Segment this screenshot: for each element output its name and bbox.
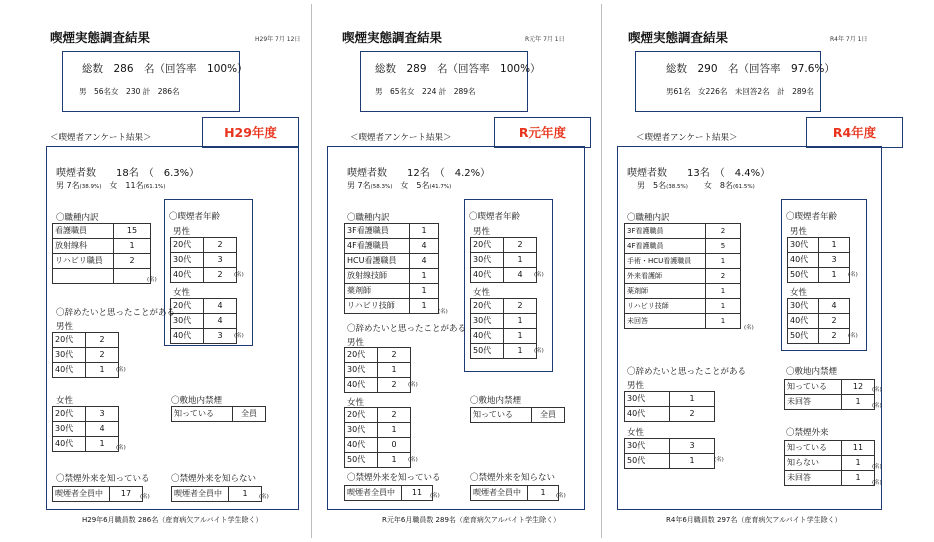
- total-count: 総数 290 名（回答率 97.6%）: [666, 63, 835, 75]
- smoker-age-label: 〇喫煙者年齢: [169, 212, 221, 222]
- table-row: リハビリ技師 1: [345, 299, 439, 314]
- staff-count-footer: R元年6月職員数 289名（産育病欠アルバイト学生除く）: [382, 516, 561, 524]
- table-row: [53, 269, 151, 284]
- smoker-age-label: 〇喫煙者年齢: [469, 212, 521, 222]
- unit-label: (名): [872, 387, 882, 393]
- survey-date: R4年 7月 1日: [830, 36, 868, 43]
- table-row: 30代 1: [788, 238, 850, 253]
- smoker-female: 女 11名: [109, 181, 144, 190]
- campus-no-smoking-label: 〇敷地内禁煙: [470, 396, 522, 406]
- results-box: [327, 146, 585, 510]
- table-row: 20代 2: [471, 299, 537, 314]
- smoker-female: 女 8名: [703, 181, 733, 190]
- female-label: 女性: [347, 398, 365, 408]
- want-quit-label: 〇辞めたいと思ったことがある: [347, 324, 467, 334]
- clinic-unknown-label: 〇禁煙外来を知らない: [171, 474, 257, 484]
- campus-no-smoking-table: [470, 407, 565, 423]
- job-breakdown-label: 〇職種内訳: [627, 213, 670, 223]
- smoker-count: 喫煙者数 12名 （ 4.2%）: [347, 168, 491, 179]
- table-row: 外来看護師 2: [625, 269, 741, 284]
- smoker-male-pct: (58.3%): [370, 184, 393, 190]
- smoker-male-female: [347, 180, 451, 191]
- gender-breakdown: 男61名 女226名 未回答2名 計 289名: [666, 87, 814, 96]
- survey-title: 喫煙実態調査結果: [628, 30, 729, 45]
- smoking-clinic-table: [784, 440, 875, 486]
- table-row: 薬剤師 1: [625, 284, 741, 299]
- summary-box: [360, 51, 541, 112]
- want-quit-female-table: [624, 438, 715, 469]
- unit-label: (名): [872, 464, 882, 470]
- female-label: 女性: [56, 396, 74, 406]
- table-row: 40代 0: [345, 438, 411, 453]
- fiscal-year-badge: R4年度: [806, 117, 903, 148]
- job-breakdown-label: 〇職種内訳: [56, 213, 99, 223]
- unit-label: (名): [872, 480, 882, 486]
- campus-no-smoking-label: 〇敷地内禁煙: [786, 367, 838, 377]
- want-quit-female-table: [344, 407, 411, 468]
- female-label: 女性: [790, 288, 808, 298]
- table-row: 喫煙者全員中 1: [471, 486, 559, 501]
- unit-label: (名): [438, 309, 448, 315]
- smoker-female-pct: (41.7%): [429, 184, 452, 190]
- want-quit-male-table: [52, 332, 119, 378]
- campus-no-smoking-table: [171, 406, 266, 422]
- male-label: 男性: [56, 322, 74, 332]
- table-row: 40代 4: [471, 268, 537, 283]
- table-row: 喫煙者全員中 1: [172, 487, 262, 502]
- unit-label: (名): [140, 494, 150, 500]
- unit-label: (名): [116, 445, 126, 451]
- smoker-age-label: 〇喫煙者年齢: [786, 212, 838, 222]
- table-row: 放射線技師 1: [345, 269, 439, 284]
- job-breakdown-table: [344, 223, 439, 314]
- table-row: 知っている 12: [785, 380, 875, 395]
- table-row: リハビリ技師 1: [625, 299, 741, 314]
- smoker-male: 男 7名: [56, 181, 80, 190]
- survey-title: 喫煙実態調査結果: [342, 30, 443, 45]
- smoker-male: 男 7名: [347, 181, 371, 190]
- female-age-table: [470, 298, 537, 359]
- table-row: 50代 1: [471, 344, 537, 359]
- summary-box: [635, 51, 835, 112]
- table-row: 30代 1: [345, 423, 411, 438]
- smoker-age-box: [164, 199, 253, 346]
- male-label: 男性: [173, 227, 191, 237]
- smoker-count: 喫煙者数 18名 （ 6.3%）: [56, 168, 200, 179]
- table-row: 20代 3: [53, 407, 119, 422]
- want-quit-label: 〇辞めたいと思ったことがある: [56, 308, 176, 318]
- unit-label: (名): [116, 367, 126, 373]
- clinic-known-label: 〇禁煙外来を知っている: [56, 474, 150, 484]
- results-box: [617, 146, 882, 510]
- male-label: 男性: [790, 227, 808, 237]
- table-row: 40代 3: [788, 253, 850, 268]
- smoker-female: 女 5名: [400, 181, 430, 190]
- table-row: 知っている 11: [785, 441, 875, 456]
- table-row: 20代 4: [171, 299, 237, 314]
- unit-label: (名): [234, 333, 244, 339]
- table-row: 喫煙者全員中 17: [53, 487, 143, 502]
- male-age-table: [470, 237, 537, 283]
- clinic-unknown-label: 〇禁煙外来を知らない: [470, 473, 556, 483]
- want-quit-label: 〇辞めたいと思ったことがある: [627, 367, 747, 377]
- clinic-unknown-table: [470, 485, 559, 501]
- table-row: 20代 2: [171, 238, 237, 253]
- table-row: 20代 2: [345, 408, 411, 423]
- fiscal-year-badge: R元年度: [494, 117, 591, 148]
- unit-label: (名): [744, 325, 754, 331]
- smoking-clinic-label: 〇禁煙外来: [786, 428, 829, 438]
- survey-date: H29年 7月 12日: [255, 36, 301, 43]
- table-row: 40代 1: [471, 329, 537, 344]
- panel-r4: [612, 14, 894, 534]
- survey-title: 喫煙実態調査結果: [50, 30, 151, 45]
- smoker-female-pct: (61.1%): [143, 184, 166, 190]
- table-row: 30代 3: [171, 253, 237, 268]
- table-row: 知らない 1: [785, 456, 875, 471]
- table-row: 30代 2: [53, 348, 119, 363]
- table-row: 30代 4: [53, 422, 119, 437]
- table-row: 40代 2: [345, 378, 411, 393]
- table-row: 40代 1: [53, 363, 119, 378]
- table-row: 未回答 1: [625, 314, 741, 329]
- table-row: 20代 2: [471, 238, 537, 253]
- female-label: 女性: [473, 288, 491, 298]
- want-quit-male-table: [344, 347, 411, 393]
- staff-count-footer: R4年6月職員数 297名（産育病欠アルバイト学生除く）: [666, 516, 842, 524]
- total-count: 総数 286 名（回答率 100%）: [82, 63, 248, 75]
- table-row: 30代 1: [625, 392, 715, 407]
- table-row: 未回答 1: [785, 395, 875, 410]
- table-row: 知っている 全員: [471, 408, 565, 423]
- smoker-age-box: [781, 199, 867, 351]
- table-row: 20代 2: [345, 348, 411, 363]
- table-row: 未回答 1: [785, 471, 875, 486]
- smoker-male-female: [56, 180, 165, 191]
- staff-count-footer: H29年6月職員数 286名（産育病欠アルバイト学生除く）: [82, 516, 263, 524]
- unit-label: (名): [848, 333, 858, 339]
- unit-label: (名): [872, 403, 882, 409]
- male-age-table: [787, 237, 850, 283]
- job-breakdown-label: 〇職種内訳: [347, 213, 390, 223]
- fiscal-year-badge: H29年度: [202, 117, 299, 148]
- summary-box: [62, 51, 248, 112]
- unit-label: (名): [534, 348, 544, 354]
- enquete-title: ＜喫煙者アンケート結果＞: [350, 133, 452, 143]
- female-label: 女性: [173, 288, 191, 298]
- table-row: 50代 1: [625, 454, 715, 469]
- results-box: [46, 146, 299, 510]
- male-label: 男性: [473, 227, 491, 237]
- table-row: 30代 3: [625, 439, 715, 454]
- job-breakdown-table: [52, 223, 151, 284]
- table-row: 40代 2: [788, 314, 850, 329]
- table-row: 30代 1: [471, 253, 537, 268]
- table-row: 40代 3: [171, 329, 237, 344]
- unit-label: (名): [848, 272, 858, 278]
- female-age-table: [170, 298, 237, 344]
- clinic-known-table: [344, 485, 433, 501]
- table-row: 薬剤師 1: [345, 284, 439, 299]
- smoker-male-pct: (38.9%): [79, 184, 102, 190]
- smoker-count: 喫煙者数 13名 （ 4.4%）: [627, 168, 771, 179]
- panel-h29: [42, 14, 324, 534]
- panel-r1: [322, 14, 604, 534]
- table-row: 40代 2: [625, 407, 715, 422]
- table-row: 20代 2: [53, 333, 119, 348]
- table-row: 3F看護職員 2: [625, 224, 741, 239]
- job-breakdown-table: [624, 223, 741, 329]
- smoker-male-female: [637, 180, 755, 191]
- campus-no-smoking-table: [784, 379, 875, 410]
- table-row: HCU看護職員 4: [345, 254, 439, 269]
- table-row: 喫煙者全員中 11: [345, 486, 433, 501]
- table-row: 40代 2: [171, 268, 237, 283]
- total-count: 総数 289 名（回答率 100%）: [375, 63, 541, 75]
- table-row: リハビリ職員 2: [53, 254, 151, 269]
- smoker-female-pct: (61.5%): [732, 184, 755, 190]
- table-row: 50代 1: [345, 453, 411, 468]
- smoker-age-box: [464, 199, 553, 372]
- table-row: 知っている 全員: [172, 407, 266, 422]
- gender-breakdown: 男 56名女 230 計 286名: [79, 87, 180, 96]
- unit-label: (名): [534, 272, 544, 278]
- table-row: 30代 1: [345, 363, 411, 378]
- smoker-male: 男 5名: [637, 181, 667, 190]
- female-age-table: [787, 298, 850, 344]
- unit-label: (名): [430, 493, 440, 499]
- table-row: 50代 1: [788, 268, 850, 283]
- unit-label: (名): [408, 382, 418, 388]
- gender-breakdown: 男 65名女 224 計 289名: [375, 87, 476, 96]
- table-row: 手術・HCU看護職員 1: [625, 254, 741, 269]
- table-row: 看護職員 15: [53, 224, 151, 239]
- unit-label: (名): [556, 493, 566, 499]
- clinic-known-table: [52, 486, 143, 502]
- want-quit-male-table: [624, 391, 715, 422]
- unit-label: (名): [714, 457, 724, 463]
- table-row: 4F看護職員 4: [345, 239, 439, 254]
- unit-label: (名): [408, 457, 418, 463]
- campus-no-smoking-label: 〇敷地内禁煙: [171, 396, 223, 406]
- unit-label: (名): [259, 494, 269, 500]
- table-row: 30代 4: [171, 314, 237, 329]
- survey-date: R元年 7月 1日: [525, 36, 565, 43]
- table-row: 30代 1: [471, 314, 537, 329]
- enquete-title: ＜喫煙者アンケート結果＞: [636, 133, 738, 143]
- male-age-table: [170, 237, 237, 283]
- table-row: 50代 2: [788, 329, 850, 344]
- enquete-title: ＜喫煙者アンケート結果＞: [50, 133, 152, 143]
- want-quit-female-table: [52, 406, 119, 452]
- clinic-known-label: 〇禁煙外来を知っている: [347, 473, 441, 483]
- unit-label: (名): [234, 272, 244, 278]
- smoker-male-pct: (38.5%): [666, 184, 688, 190]
- female-label: 女性: [627, 428, 645, 438]
- table-row: 30代 4: [788, 299, 850, 314]
- table-row: 放射線科 1: [53, 239, 151, 254]
- table-row: 40代 1: [53, 437, 119, 452]
- unit-label: (名): [147, 277, 157, 283]
- table-row: 4F看護職員 5: [625, 239, 741, 254]
- table-row: 3F看護職員 1: [345, 224, 439, 239]
- male-label: 男性: [627, 381, 645, 391]
- male-label: 男性: [347, 338, 365, 348]
- clinic-unknown-table: [171, 486, 262, 502]
